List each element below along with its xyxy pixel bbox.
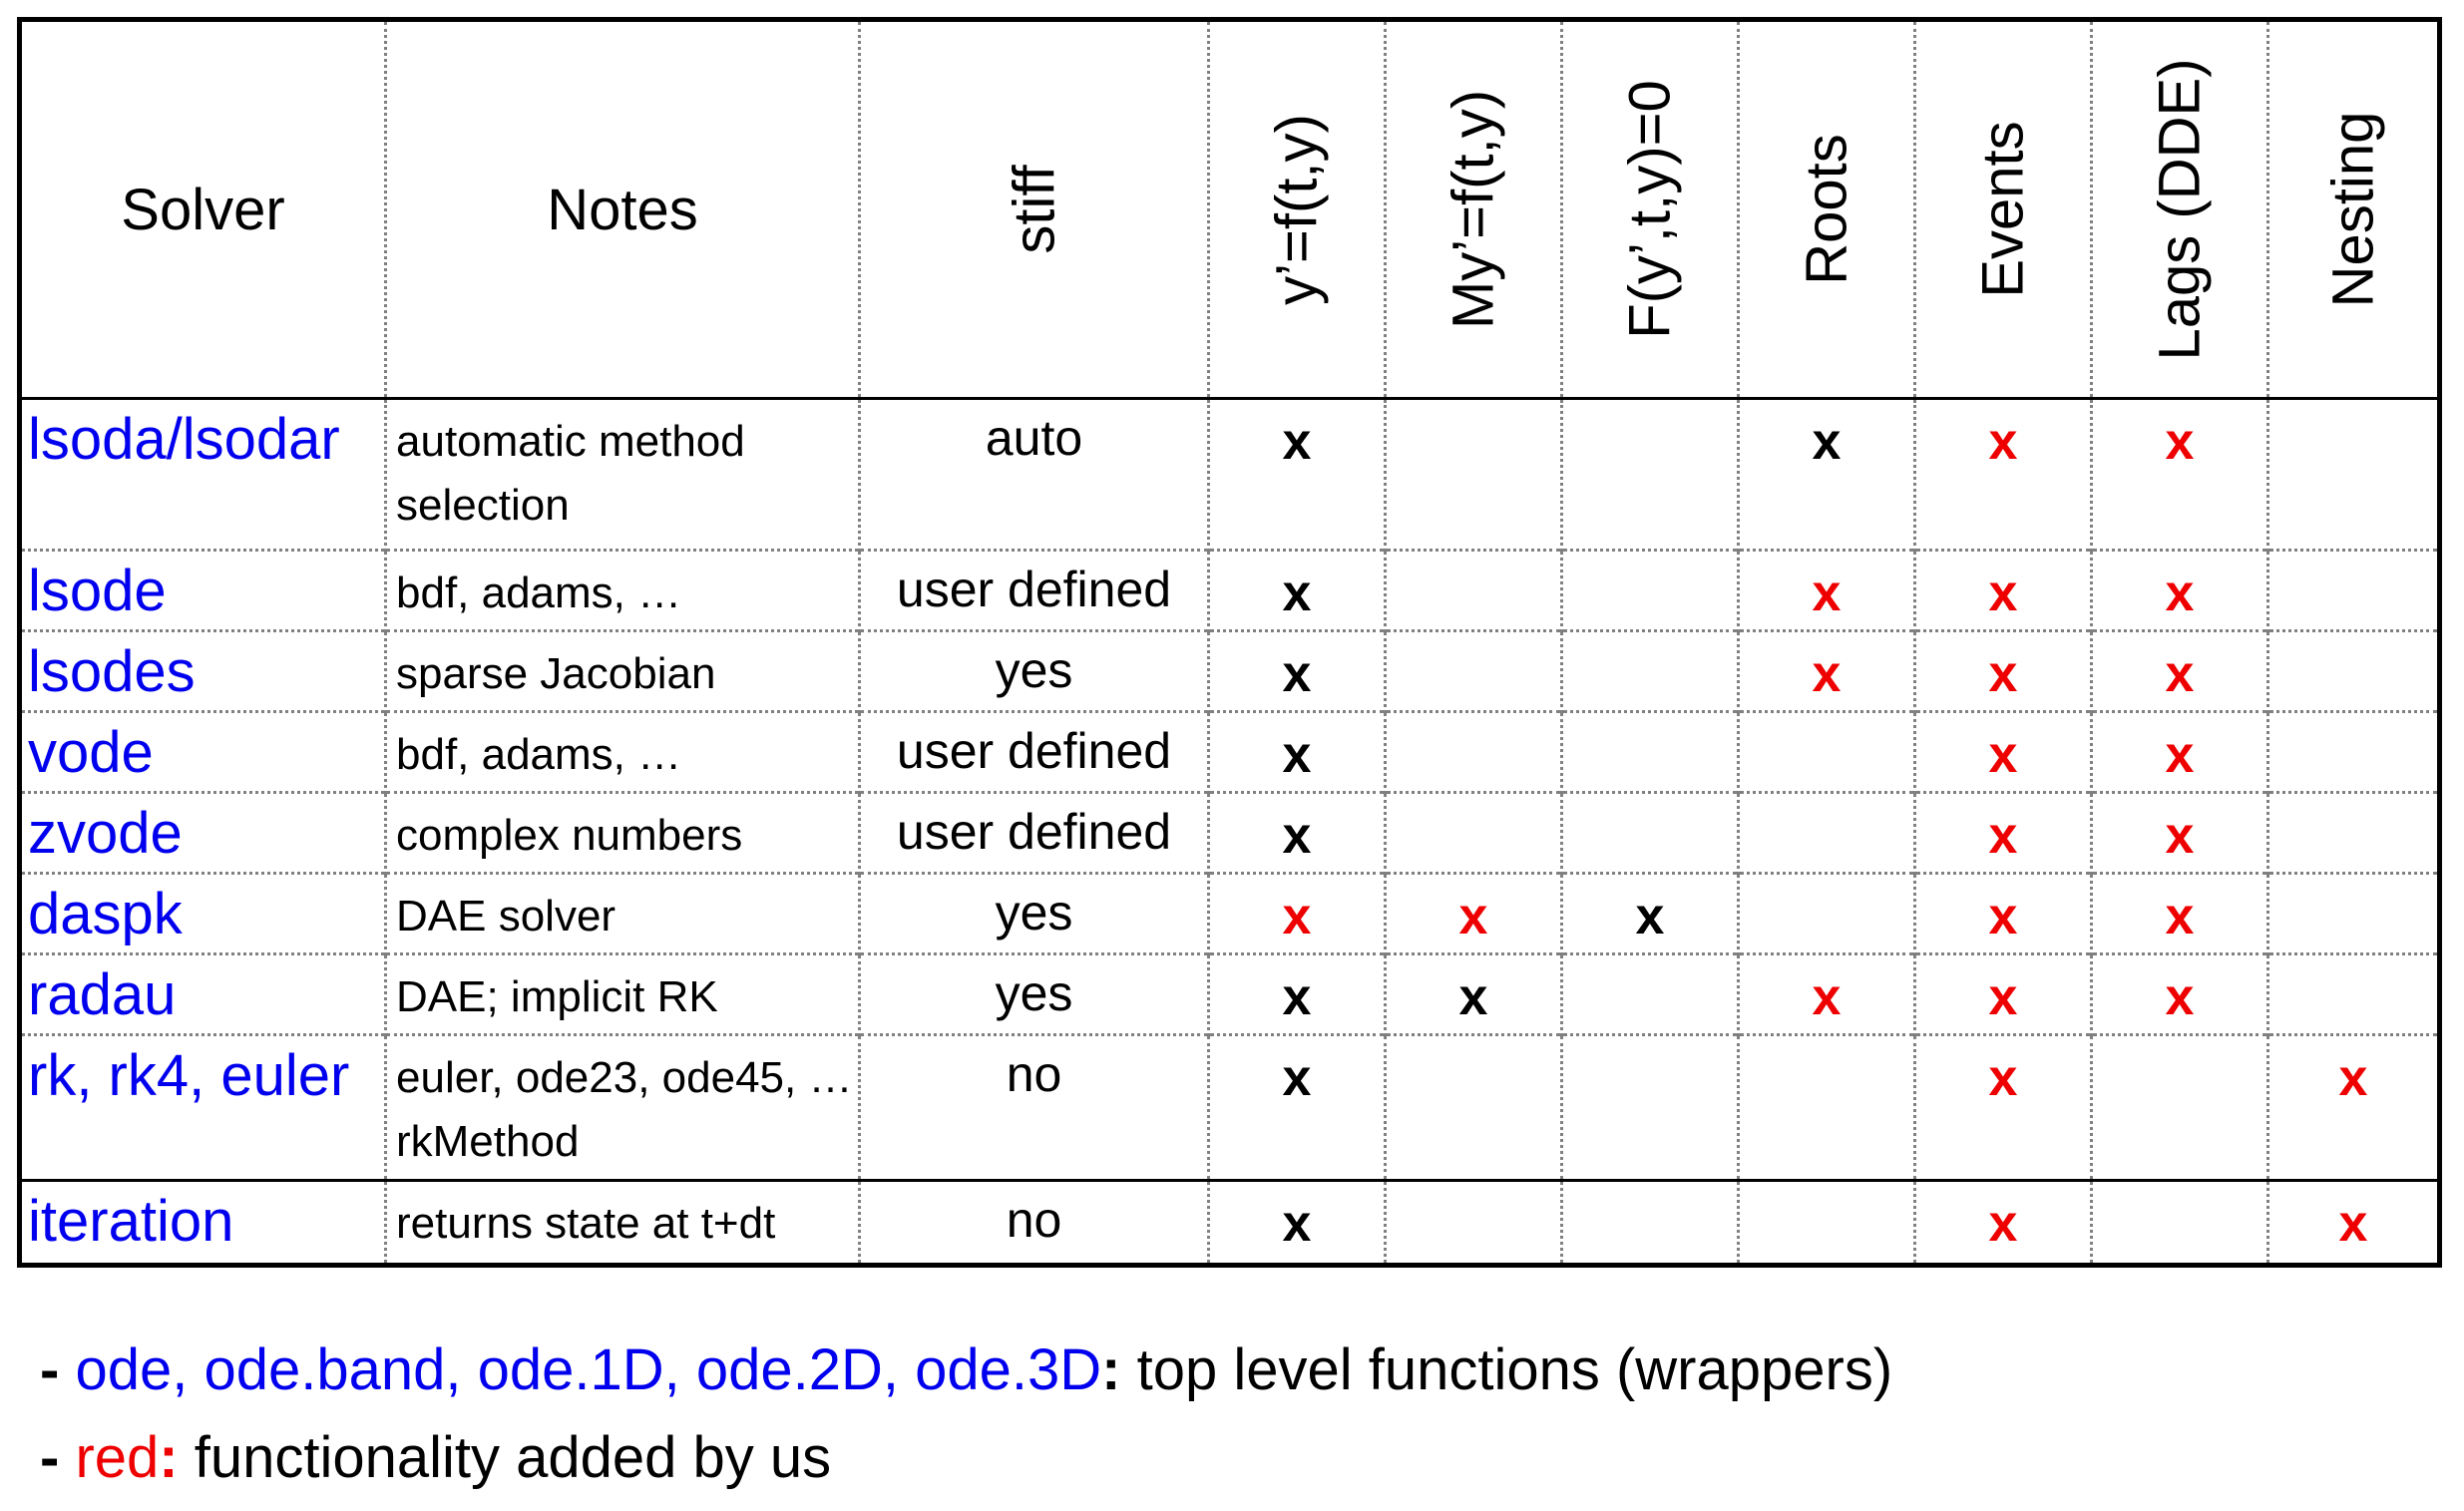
added-feature-mark: x xyxy=(2165,645,2195,703)
feature-cell xyxy=(1209,1181,1386,1266)
table-row xyxy=(20,551,2440,631)
footnote-colon: : xyxy=(159,1425,179,1490)
notes-line: selection xyxy=(396,481,570,530)
table-row xyxy=(20,1035,2440,1181)
feature-mark: x xyxy=(1635,888,1665,945)
feature-cell xyxy=(2268,712,2440,793)
column-header xyxy=(1386,20,1562,399)
feature-cell xyxy=(1739,793,1915,874)
feature-cell xyxy=(1386,793,1562,874)
feature-cell xyxy=(1915,631,2092,712)
column-header xyxy=(1915,20,2092,399)
feature-cell xyxy=(1209,954,1386,1035)
solver-name: vode xyxy=(20,712,386,793)
feature-mark: x xyxy=(1282,1195,1312,1253)
added-feature-mark: x xyxy=(1988,565,2018,622)
feature-cell xyxy=(1209,874,1386,954)
stiff-value: yes xyxy=(860,954,1209,1035)
feature-cell xyxy=(2092,551,2268,631)
added-feature-mark: x xyxy=(1812,645,1842,703)
added-feature-mark: x xyxy=(1988,968,2018,1026)
stiff-value: yes xyxy=(860,874,1209,954)
footnote-red-word: red xyxy=(75,1425,160,1490)
added-feature-mark: x xyxy=(2338,1195,2368,1253)
notes-line: rkMethod xyxy=(396,1117,580,1166)
notes-line: bdf, adams, … xyxy=(396,730,682,779)
feature-cell xyxy=(1562,1035,1739,1181)
feature-mark: x xyxy=(1282,645,1312,703)
added-feature-mark: x xyxy=(1282,888,1312,945)
feature-cell xyxy=(1739,399,1915,551)
column-header xyxy=(1562,20,1739,399)
feature-cell xyxy=(2092,1035,2268,1181)
feature-cell xyxy=(1562,954,1739,1035)
feature-cell xyxy=(1915,712,2092,793)
table-row xyxy=(20,874,2440,954)
feature-cell xyxy=(2092,1181,2268,1266)
stiff-value: no xyxy=(860,1181,1209,1266)
solver-notes xyxy=(386,874,860,954)
feature-cell xyxy=(1562,631,1739,712)
feature-cell xyxy=(1915,874,2092,954)
added-feature-mark: x xyxy=(1988,807,2018,865)
feature-cell xyxy=(1915,1181,2092,1266)
footnote-dash: - xyxy=(40,1337,60,1402)
feature-cell xyxy=(1562,399,1739,551)
feature-mark: x xyxy=(1282,565,1312,622)
column-header-label: Roots xyxy=(1794,134,1859,285)
notes-line: bdf, adams, … xyxy=(396,568,682,617)
feature-cell xyxy=(1915,954,2092,1035)
added-feature-mark: x xyxy=(1988,1049,2018,1107)
table-row xyxy=(20,793,2440,874)
feature-cell xyxy=(2092,712,2268,793)
column-header xyxy=(860,20,1209,399)
feature-cell xyxy=(2092,631,2268,712)
feature-cell xyxy=(1562,874,1739,954)
feature-cell xyxy=(1386,954,1562,1035)
feature-cell xyxy=(1209,712,1386,793)
feature-cell xyxy=(1209,793,1386,874)
table-row xyxy=(20,631,2440,712)
column-header-label: Lags (DDE) xyxy=(2147,58,2213,361)
feature-mark: x xyxy=(1282,726,1312,784)
added-feature-mark: x xyxy=(1988,888,2018,945)
table-row xyxy=(20,1181,2440,1266)
added-feature-mark: x xyxy=(1988,413,2018,471)
feature-cell xyxy=(1562,712,1739,793)
feature-cell xyxy=(1739,954,1915,1035)
notes-line: DAE solver xyxy=(396,892,616,941)
feature-cell xyxy=(1915,793,2092,874)
solver-notes xyxy=(386,1181,860,1266)
solver-notes xyxy=(386,712,860,793)
feature-cell xyxy=(1209,1035,1386,1181)
feature-cell xyxy=(1386,399,1562,551)
feature-cell xyxy=(1386,712,1562,793)
table-row xyxy=(20,399,2440,551)
feature-cell xyxy=(1915,551,2092,631)
solver-notes xyxy=(386,399,860,551)
table-row xyxy=(20,954,2440,1035)
feature-cell xyxy=(1562,1181,1739,1266)
feature-cell xyxy=(2268,399,2440,551)
feature-cell xyxy=(1386,631,1562,712)
solver-name: lsoda/lsodar xyxy=(28,407,340,472)
feature-cell xyxy=(1209,551,1386,631)
column-header-label: My’=f(t,y) xyxy=(1440,89,1506,330)
feature-cell xyxy=(1562,793,1739,874)
column-header-label: y’=f(t,y) xyxy=(1264,114,1330,305)
added-feature-mark: x xyxy=(1988,1195,2018,1253)
stiff-value: yes xyxy=(860,631,1209,712)
feature-cell xyxy=(2092,954,2268,1035)
feature-mark: x xyxy=(1282,807,1312,865)
added-feature-mark: x xyxy=(1812,968,1842,1026)
solver-notes xyxy=(386,551,860,631)
column-header xyxy=(1739,20,1915,399)
footnote-colon: : xyxy=(1101,1337,1121,1402)
feature-cell xyxy=(2268,1035,2440,1181)
column-header: Notes xyxy=(386,20,860,399)
column-header-label: Nesting xyxy=(2320,111,2386,308)
feature-cell xyxy=(1739,1181,1915,1266)
feature-cell xyxy=(2268,874,2440,954)
feature-cell xyxy=(1386,1035,1562,1181)
feature-cell xyxy=(1562,551,1739,631)
added-feature-mark: x xyxy=(2165,888,2195,945)
solver-comparison-table xyxy=(17,17,2442,1268)
feature-cell xyxy=(2268,631,2440,712)
solver-name: iteration xyxy=(20,1181,386,1266)
footnote-dash: - xyxy=(40,1425,60,1490)
feature-mark: x xyxy=(1282,1049,1312,1107)
column-header-label: Events xyxy=(1970,121,2036,298)
added-feature-mark: x xyxy=(2338,1049,2368,1107)
feature-cell xyxy=(1739,874,1915,954)
solver-name: radau xyxy=(20,954,386,1035)
column-header-label: stiff xyxy=(1002,165,1066,254)
stiff-value: user defined xyxy=(860,551,1209,631)
feature-cell xyxy=(1386,874,1562,954)
added-feature-mark: x xyxy=(1988,645,2018,703)
feature-cell xyxy=(1209,399,1386,551)
solver-name: zvode xyxy=(20,793,386,874)
feature-mark: x xyxy=(1458,968,1488,1026)
notes-line: sparse Jacobian xyxy=(396,649,716,698)
feature-mark: x xyxy=(1282,413,1312,471)
added-feature-mark: x xyxy=(2165,807,2195,865)
feature-cell xyxy=(2092,399,2268,551)
header-row xyxy=(20,20,2440,399)
solver-notes xyxy=(386,954,860,1035)
solver-name: lsodes xyxy=(20,631,386,712)
notes-line: DAE; implicit RK xyxy=(396,972,718,1021)
feature-mark: x xyxy=(1812,413,1842,471)
solver-notes xyxy=(386,793,860,874)
feature-cell xyxy=(2268,1181,2440,1266)
added-feature-mark: x xyxy=(2165,413,2195,471)
feature-cell xyxy=(1739,712,1915,793)
column-header: Solver xyxy=(20,20,386,399)
feature-cell xyxy=(1739,631,1915,712)
added-feature-mark: x xyxy=(1988,726,2018,784)
feature-cell xyxy=(2268,793,2440,874)
feature-cell xyxy=(2092,793,2268,874)
solver-name: daspk xyxy=(20,874,386,954)
feature-cell xyxy=(1915,1035,2092,1181)
table-row xyxy=(20,712,2440,793)
notes-line: euler, ode23, ode45, … xyxy=(396,1053,853,1102)
feature-cell xyxy=(1386,551,1562,631)
feature-cell xyxy=(1915,399,2092,551)
feature-cell xyxy=(1209,631,1386,712)
feature-mark: x xyxy=(1282,968,1312,1026)
footnote-wrapper-functions: ode, ode.band, ode.1D, ode.2D, ode.3D xyxy=(75,1337,1102,1402)
footnote-wrapper-text: top level functions (wrappers) xyxy=(1120,1337,1893,1402)
solver-name: lsode xyxy=(20,551,386,631)
feature-cell xyxy=(1739,1035,1915,1181)
stiff-value: user defined xyxy=(860,712,1209,793)
footnote-wrappers xyxy=(40,1336,1892,1403)
stiff-value: no xyxy=(860,1035,1209,1181)
added-feature-mark: x xyxy=(2165,726,2195,784)
stiff-value: user defined xyxy=(860,793,1209,874)
column-header-label: F(y’,t,y)=0 xyxy=(1617,80,1683,339)
feature-cell xyxy=(1386,1181,1562,1266)
column-header xyxy=(1209,20,1386,399)
footnote-red-text: functionality added by us xyxy=(178,1425,832,1490)
column-header xyxy=(2268,20,2440,399)
notes-line: complex numbers xyxy=(396,811,743,860)
footnote-red xyxy=(40,1424,831,1491)
notes-line: automatic method xyxy=(396,417,745,466)
added-feature-mark: x xyxy=(1812,565,1842,622)
solver-name: rk, rk4, euler xyxy=(20,1035,386,1181)
feature-cell xyxy=(2092,874,2268,954)
solver-notes xyxy=(386,631,860,712)
notes-line: returns state at t+dt xyxy=(396,1199,776,1248)
added-feature-mark: x xyxy=(1458,888,1488,945)
stiff-value: auto xyxy=(860,399,1209,551)
feature-cell xyxy=(1739,551,1915,631)
column-header xyxy=(2092,20,2268,399)
feature-cell xyxy=(2268,551,2440,631)
solver-notes xyxy=(386,1035,860,1181)
added-feature-mark: x xyxy=(2165,968,2195,1026)
feature-cell xyxy=(2268,954,2440,1035)
added-feature-mark: x xyxy=(2165,565,2195,622)
